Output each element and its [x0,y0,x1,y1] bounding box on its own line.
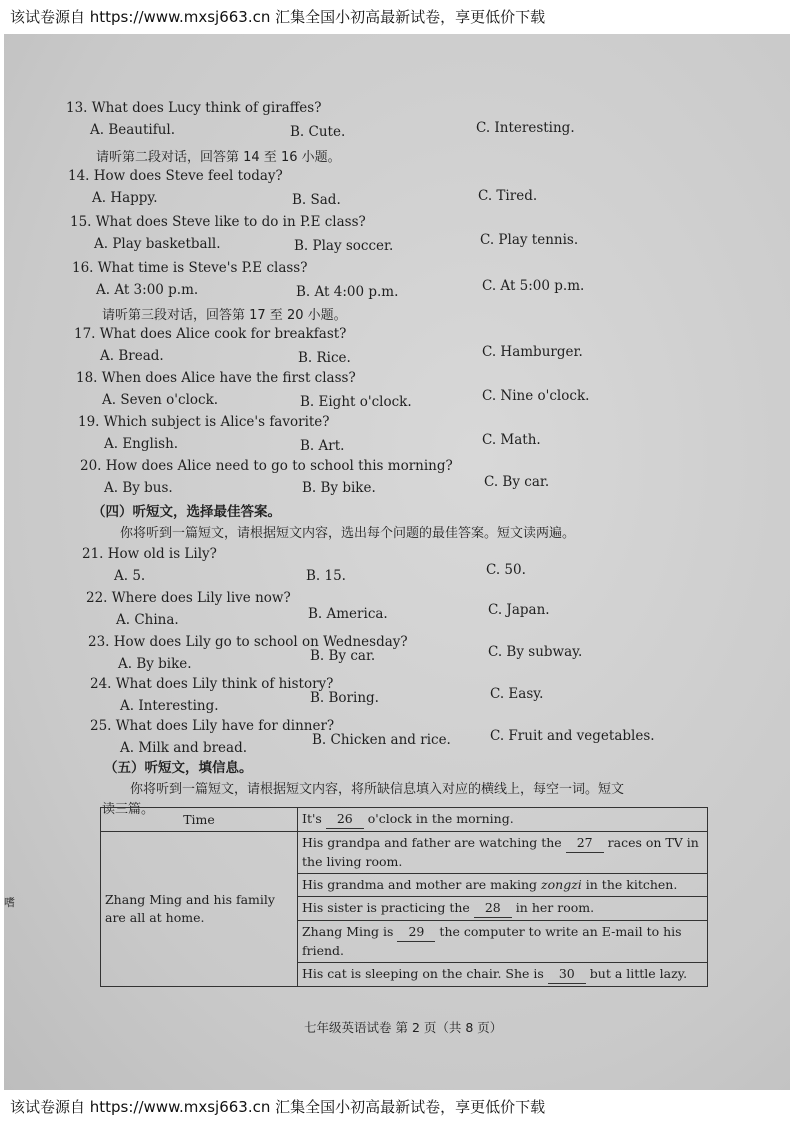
question-14: 14. How does Steve feel today? [68,168,283,184]
blank-27[interactable]: 27 [566,834,604,853]
option-18a: A. Seven o'clock. [102,392,219,408]
page-footer: 七年级英语试卷 第 2 页（共 8 页） [304,1020,503,1035]
option-15a: A. Play basketball. [94,236,221,252]
option-23a: A. By bike. [118,656,192,672]
instruction-dialogue-3: 请听第三段对话，回答第 17 至 20 小题。 [102,308,347,323]
blank-26[interactable]: 26 [326,810,364,829]
row4-pre: Zhang Ming is [302,924,394,939]
question-16: 16. What time is Steve's P.E class? [72,260,308,276]
option-19b: B. Art. [300,438,345,454]
time-cell [298,808,708,832]
option-14c: C. Tired. [478,188,538,204]
row2-post: in the kitchen. [585,877,678,892]
option-25a: A. Milk and bread. [120,740,248,756]
option-24b: B. Boring. [310,690,379,706]
row-cat-cell [298,963,708,987]
row-grandma-cell [298,874,708,897]
instruction-dialogue-2: 请听第二段对话，回答第 14 至 16 小题。 [96,150,341,165]
question-18: 18. When does Alice have the first class? [76,370,356,386]
option-15b: B. Play soccer. [294,238,394,254]
option-23b: B. By car. [310,648,376,664]
option-19a: A. English. [104,436,179,452]
row-sister-cell [298,897,708,921]
question-22: 22. Where does Lily live now? [86,590,291,606]
option-24a: A. Interesting. [120,698,219,714]
option-16c: C. At 5:00 p.m. [482,278,585,294]
exam-page [4,34,790,1090]
time-post: o'clock in the morning. [367,811,514,826]
row3-post: in her room. [515,900,595,915]
question-13: 13. What does Lucy think of giraffes? [66,100,322,116]
source-banner-top: 该试卷源自 https://www.mxsj663.cn 汇集全国小初高最新试卷，享更低价下载 [10,8,546,26]
option-19c: C. Math. [482,432,541,448]
option-20c: C. By car. [484,474,550,490]
option-13b: B. Cute. [290,124,346,140]
option-18b: B. Eight o'clock. [300,394,412,410]
table-row [101,808,708,832]
row2-italic: zongzi [541,877,582,892]
question-15: 15. What does Steve like to do in P.E class? [70,214,366,230]
option-16a: A. At 3:00 p.m. [96,282,199,298]
option-13c: C. Interesting. [476,120,575,136]
section-5-description-cont: 读三篇。 [102,802,155,817]
time-label-cell [101,808,298,832]
question-19: 19. Which subject is Alice's favorite? [78,414,330,430]
row-grandpa-cell [298,832,708,874]
row5-pre: His cat is sleeping on the chair. She is [302,966,544,981]
option-21b: B. 15. [306,568,346,584]
option-23c: C. By subway. [488,644,583,660]
row1-post: races on TV in the living room. [302,835,699,869]
option-18c: C. Nine o'clock. [482,388,590,404]
blank-28[interactable]: 28 [474,899,512,918]
option-22b: B. America. [308,606,388,622]
edge-mark: 嗜 [4,896,15,909]
question-23: 23. How does Lily go to school on Wednesday? [88,634,408,650]
row2-pre: His grandma and mother are making [302,877,538,892]
option-17c: C. Hamburger. [482,344,583,360]
option-25c: C. Fruit and vegetables. [490,728,655,744]
question-20: 20. How does Alice need to go to school this morning? [80,458,453,474]
section-4-title: （四）听短文，选择最佳答案。 [92,504,281,520]
option-21c: C. 50. [486,562,526,578]
question-17: 17. What does Alice cook for breakfast? [74,326,347,342]
option-25b: B. Chicken and rice. [312,732,451,748]
family-label: Zhang Ming and his family are all at home. [105,892,275,925]
section-5-description: 你将听到一篇短文，请根据短文内容，将所缺信息填入对应的横线上，每空一词。短文 [130,782,625,797]
option-20a: A. By bus. [104,480,173,496]
option-16b: B. At 4:00 p.m. [296,284,399,300]
option-20b: B. By bike. [302,480,376,496]
row1-pre: His grandpa and father are watching the [302,835,562,850]
row3-pre: His sister is practicing the [302,900,470,915]
row4-post: the computer to write an E-mail to his friend. [302,924,682,958]
blank-30[interactable]: 30 [548,965,586,984]
option-22c: C. Japan. [488,602,550,618]
option-15c: C. Play tennis. [480,232,579,248]
time-label: Time [183,811,215,827]
blank-29[interactable]: 29 [397,923,435,942]
option-24c: C. Easy. [490,686,544,702]
question-21: 21. How old is Lily? [82,546,217,562]
option-14a: A. Happy. [92,190,158,206]
info-table [100,807,708,987]
section-4-description: 你将听到一篇短文，请根据短文内容，选出每个问题的最佳答案。短文读两遍。 [120,526,576,541]
question-24: 24. What does Lily think of history? [90,676,334,692]
option-17b: B. Rice. [298,350,351,366]
family-label-cell [101,832,298,987]
option-21a: A. 5. [114,568,146,584]
question-25: 25. What does Lily have for dinner? [90,718,335,734]
row5-post: but a little lazy. [589,966,688,981]
source-banner-bottom: 该试卷源自 https://www.mxsj663.cn 汇集全国小初高最新试卷，享更低价下载 [10,1098,546,1116]
section-5-title: （五）听短文，填信息。 [104,760,253,776]
option-14b: B. Sad. [292,192,341,208]
row-zhangming-cell [298,921,708,963]
table-row [101,832,708,874]
option-22a: A. China. [116,612,179,628]
time-pre: It's [302,811,322,826]
option-13a: A. Beautiful. [90,122,176,138]
option-17a: A. Bread. [100,348,164,364]
